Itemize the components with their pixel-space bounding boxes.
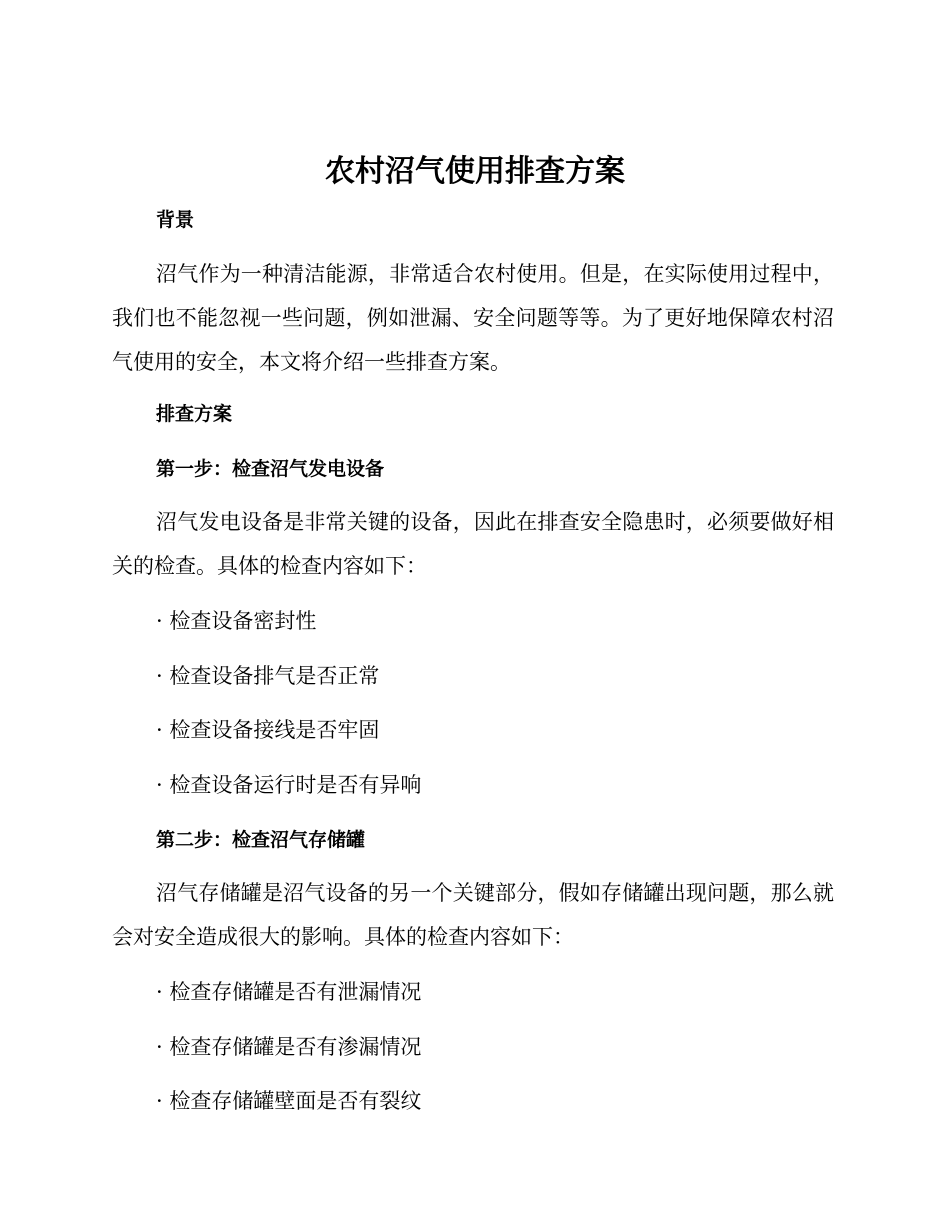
list-item: · 检查设备排气是否正常: [156, 664, 380, 688]
list-item: · 检查存储罐是否有渗漏情况: [156, 1035, 422, 1059]
section-heading-step1: 第一步：检查沼气发电设备: [156, 458, 385, 480]
list-item: · 检查设备运行时是否有异响: [156, 773, 422, 797]
list-item: · 检查设备接线是否牢固: [156, 718, 380, 742]
list-item: · 检查存储罐壁面是否有裂纹: [156, 1089, 422, 1113]
list-item: · 检查设备密封性: [156, 609, 317, 633]
paragraph-background: 沼气作为一种清洁能源，非常适合农村使用。但是，在实际使用过程中，我们也不能忽视一些问题，例如泄漏、安全问题等等。为了更好地保障农村沼气使用的安全，本文将介绍一些排查方案。: [112, 262, 834, 374]
section-heading-step2: 第二步：检查沼气存储罐: [156, 829, 366, 851]
section-heading-background: 背景: [156, 209, 195, 231]
paragraph-step2: 沼气存储罐是沼气设备的另一个关键部分，假如存储罐出现问题，那么就会对安全造成很大的影响。具体的检查内容如下：: [112, 881, 834, 949]
section-heading-plan: 排查方案: [156, 403, 233, 425]
document-title: 农村沼气使用排查方案: [325, 154, 625, 189]
list-item: · 检查存储罐是否有泄漏情况: [156, 980, 422, 1004]
paragraph-step1: 沼气发电设备是非常关键的设备，因此在排查安全隐患时，必须要做好相关的检查。具体的检查内容如下：: [112, 510, 834, 578]
